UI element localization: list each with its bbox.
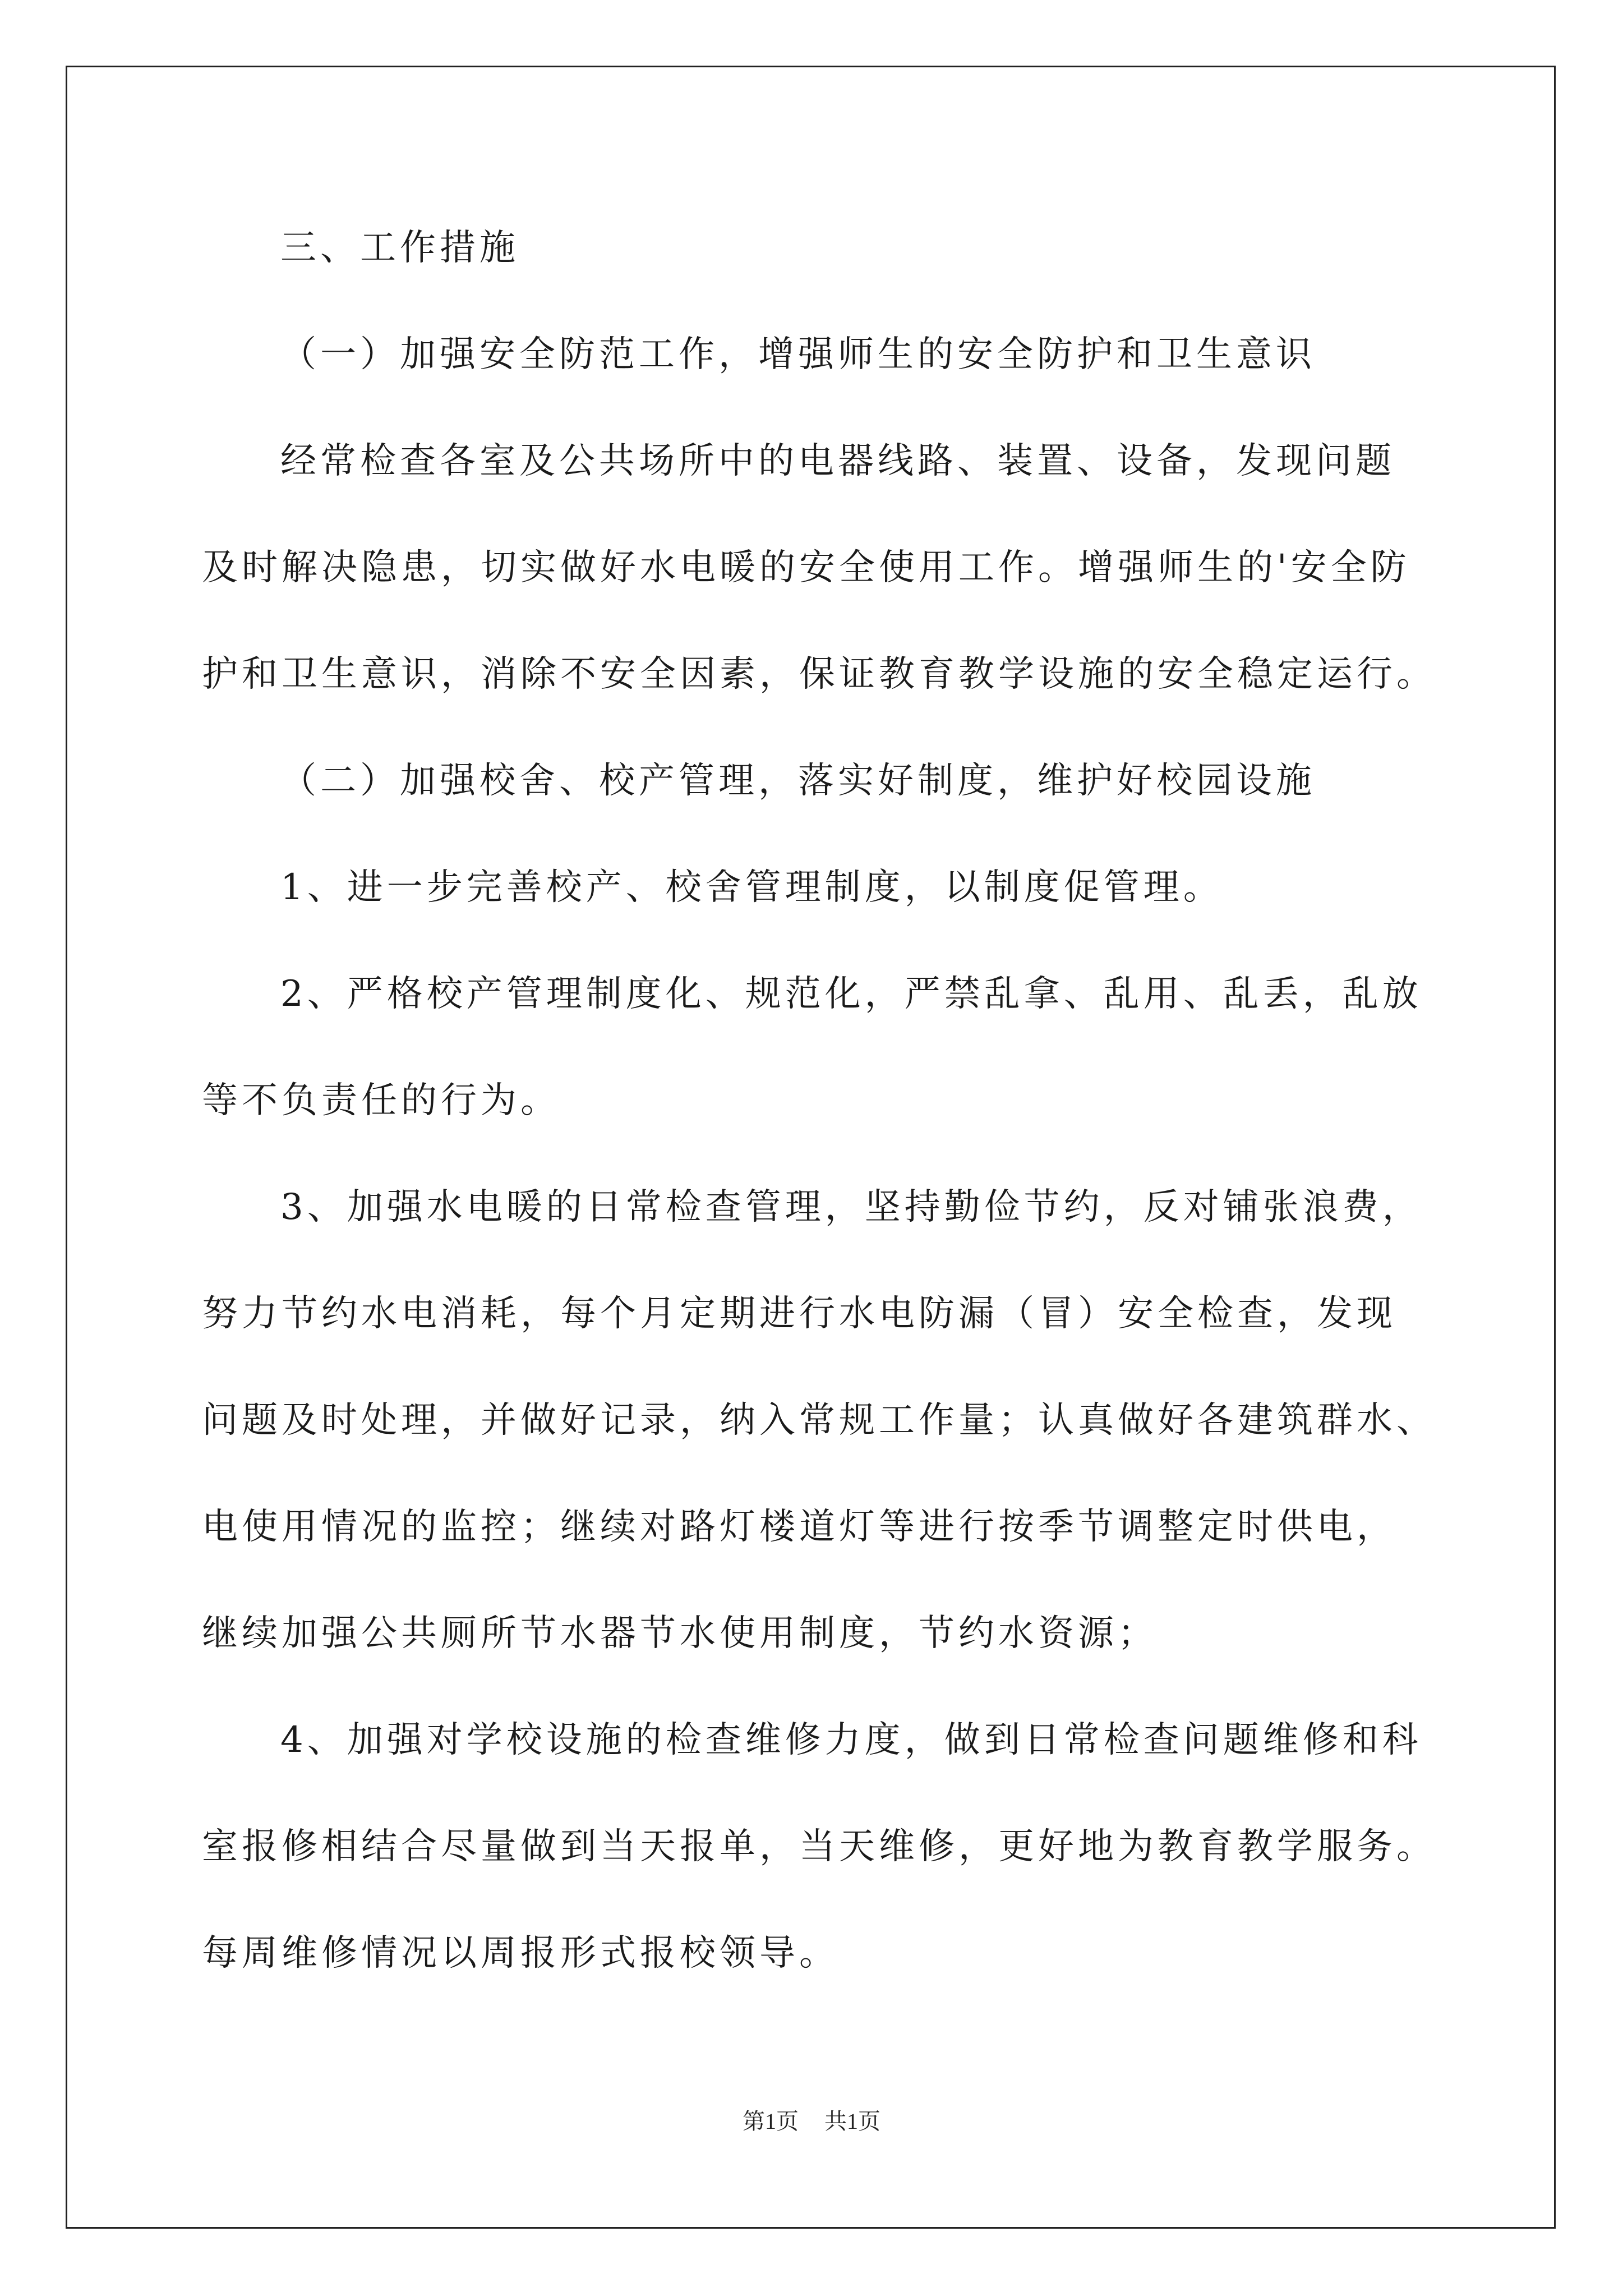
page-total: 共1页 — [824, 2109, 880, 2134]
list-item-line: 4、加强对学校设施的检查维修力度，做到日常检查问题维修和科 — [280, 1719, 1422, 1761]
list-item-line: 等不负责任的行为。 — [202, 1080, 560, 1121]
paragraph-line: 护和卫生意识，消除不安全因素，保证教育教学设施的安全稳定运行。 — [202, 654, 1436, 695]
list-item-line: 电使用情况的监控；继续对路灯楼道灯等进行按季节调整定时供电， — [202, 1506, 1396, 1548]
list-item-line: 1、进一步完善校产、校舍管理制度，以制度促管理。 — [280, 867, 1223, 908]
subsection-heading: （二）加强校舍、校产管理，落实好制度，维护好校园设施 — [280, 760, 1316, 802]
list-item-line: 2、严格校产管理制度化、规范化，严禁乱拿、乱用、乱丢，乱放 — [280, 973, 1422, 1015]
list-item-line: 3、加强水电暖的日常检查管理，坚持勤俭节约，反对铺张浪费， — [280, 1186, 1422, 1228]
paragraph-line: 及时解决隐患，切实做好水电暖的安全使用工作。增强师生的'安全防 — [202, 547, 1410, 588]
section-heading: 三、工作措施 — [280, 227, 519, 269]
page-border — [66, 66, 1556, 2229]
paragraph-line: 经常检查各室及公共场所中的电器线路、装置、设备，发现问题 — [280, 440, 1395, 482]
subsection-heading: （一）加强安全防范工作，增强师生的安全防护和卫生意识 — [280, 334, 1316, 375]
page-footer — [0, 2104, 1623, 2136]
list-item-line: 继续加强公共厕所节水器节水使用制度，节约水资源； — [202, 1613, 1158, 1654]
page-number: 第1页 — [743, 2109, 799, 2134]
list-item-line: 问题及时处理，并做好记录，纳入常规工作量；认真做好各建筑群水、 — [202, 1400, 1436, 1441]
list-item-line: 每周维修情况以周报形式报校领导。 — [202, 1932, 839, 1974]
list-item-line: 室报修相结合尽量做到当天报单，当天维修，更好地为教育教学服务。 — [202, 1826, 1436, 1867]
list-item-line: 努力节约水电消耗，每个月定期进行水电防漏（冒）安全检查，发现 — [202, 1293, 1396, 1335]
